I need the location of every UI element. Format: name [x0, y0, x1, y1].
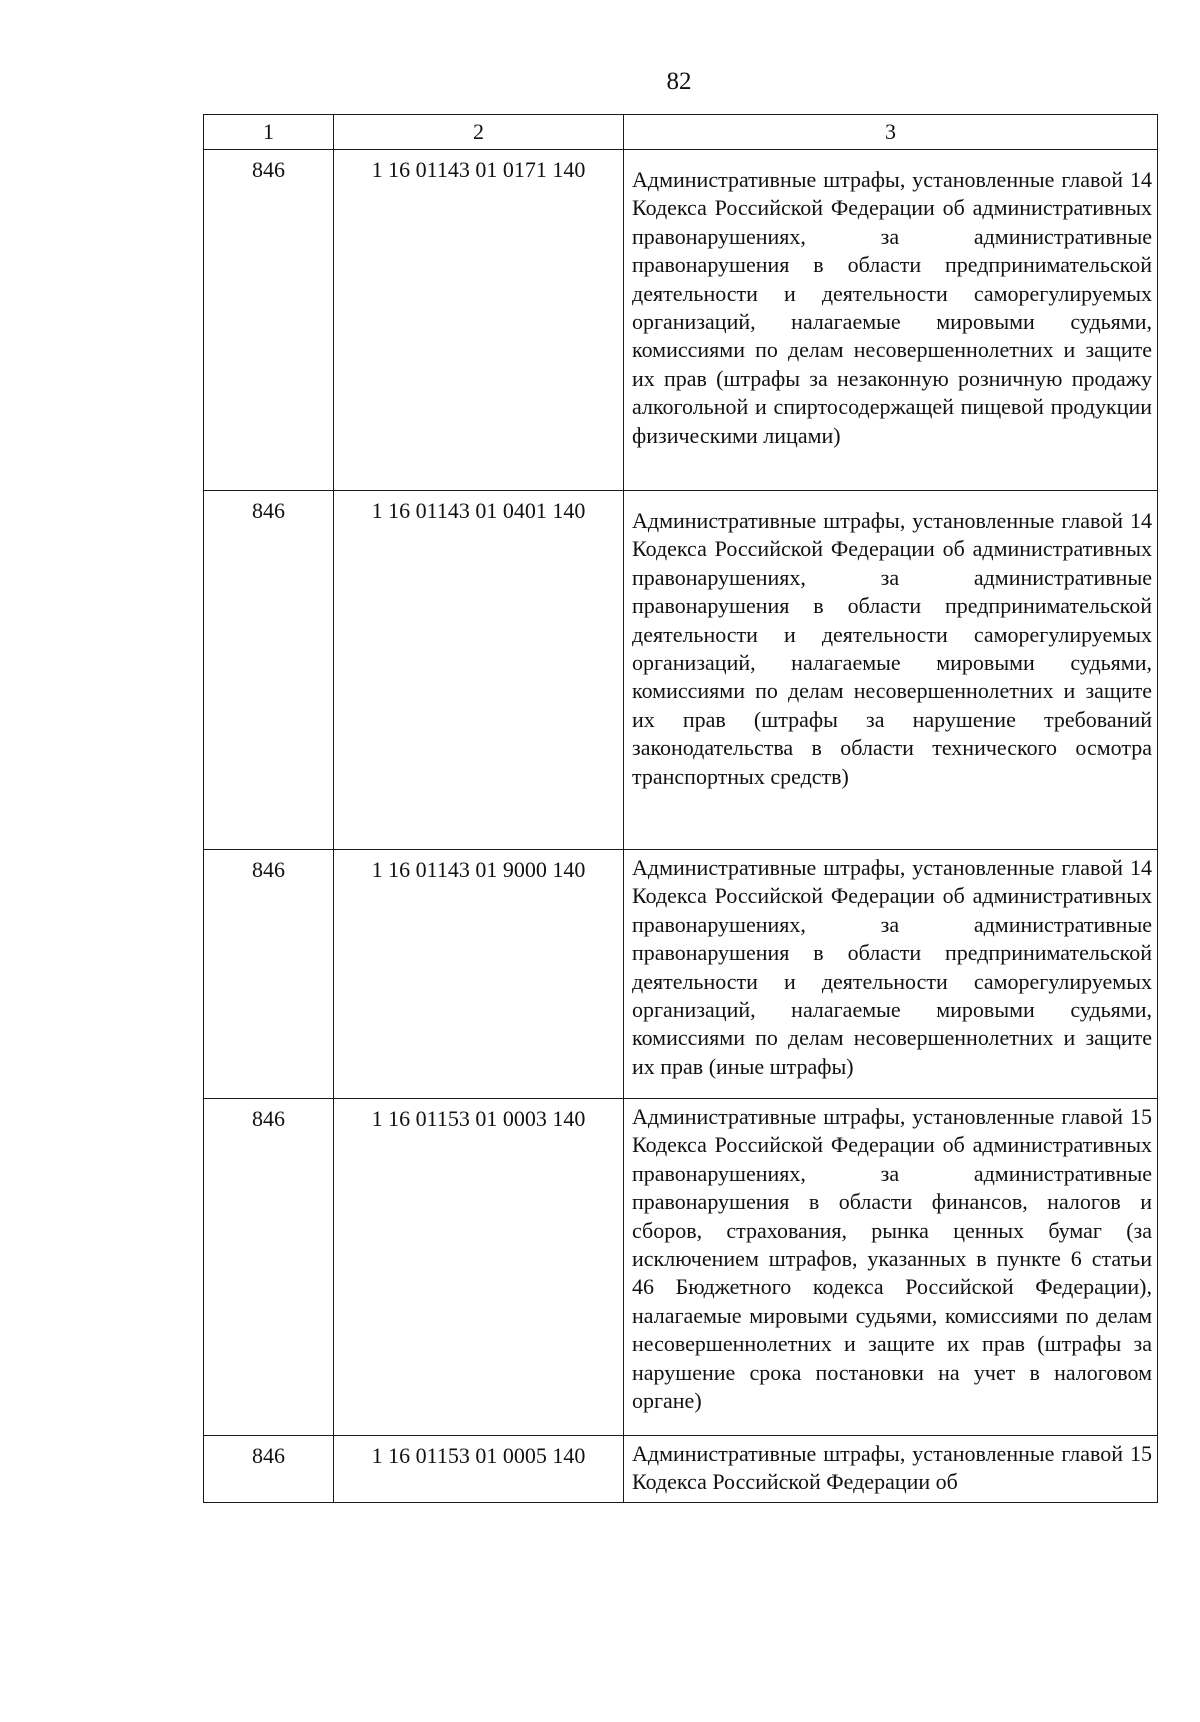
- table-header-row: [204, 115, 1158, 150]
- table-row: [204, 1099, 1158, 1436]
- admin-code-cell: 846: [204, 1099, 334, 1436]
- header-cell-3: 3: [624, 115, 1158, 150]
- description-cell: Административные штрафы, установленные главой 15 Кодекса Российской Федерации об административных правонарушениях, за административные правонарушения в области финансов, налогов и сборов, страхования, рынка ценных бумаг (за исключением штрафов, указанных в пункте 6 статьи 46 Бюджетного кодекса Российской Федерации), налагаемые мировыми судьями, комиссиями по делам несовершеннолетних и защите их прав (штрафы за нарушение срока постановки на учет в налоговом органе): [624, 1099, 1158, 1436]
- budget-code-cell: 1 16 01153 01 0005 140: [334, 1436, 624, 1503]
- table-row: [204, 1436, 1158, 1503]
- budget-codes-table: [203, 114, 1158, 1503]
- description-cell: Административные штрафы, установленные главой 14 Кодекса Российской Федерации об административных правонарушениях, за административные правонарушения в области предпринимательской деятельности и деятельности саморегулируемых организаций, налагаемые мировыми судьями, комиссиями по делам несовершеннолетних и защите их прав (штрафы за незаконную розничную продажу алкогольной и спиртосодержащей пищевой продукции физическими лицами): [624, 150, 1158, 491]
- table-row: [204, 150, 1158, 491]
- table-row: [204, 491, 1158, 850]
- description-cell: Административные штрафы, установленные главой 15 Кодекса Российской Федерации об: [624, 1436, 1158, 1503]
- budget-code-cell: 1 16 01143 01 9000 140: [334, 850, 624, 1099]
- table-row: [204, 850, 1158, 1099]
- header-cell-1: 1: [204, 115, 334, 150]
- page-number: 82: [666, 68, 692, 95]
- budget-code-cell: 1 16 01153 01 0003 140: [334, 1099, 624, 1436]
- admin-code-cell: 846: [204, 850, 334, 1099]
- header-cell-2: 2: [334, 115, 624, 150]
- admin-code-cell: 846: [204, 1436, 334, 1503]
- description-cell: Административные штрафы, установленные главой 14 Кодекса Российской Федерации об административных правонарушениях, за административные правонарушения в области предпринимательской деятельности и деятельности саморегулируемых организаций, налагаемые мировыми судьями, комиссиями по делам несовершеннолетних и защите их прав (штрафы за нарушение требований законодательства в области технического осмотра транспортных средств): [624, 491, 1158, 850]
- admin-code-cell: 846: [204, 491, 334, 850]
- budget-code-cell: 1 16 01143 01 0171 140: [334, 150, 624, 491]
- admin-code-cell: 846: [204, 150, 334, 491]
- description-cell: Административные штрафы, установленные главой 14 Кодекса Российской Федерации об административных правонарушениях, за административные правонарушения в области предпринимательской деятельности и деятельности саморегулируемых организаций, налагаемые мировыми судьями, комиссиями по делам несовершеннолетних и защите их прав (иные штрафы): [624, 850, 1158, 1099]
- budget-code-cell: 1 16 01143 01 0401 140: [334, 491, 624, 850]
